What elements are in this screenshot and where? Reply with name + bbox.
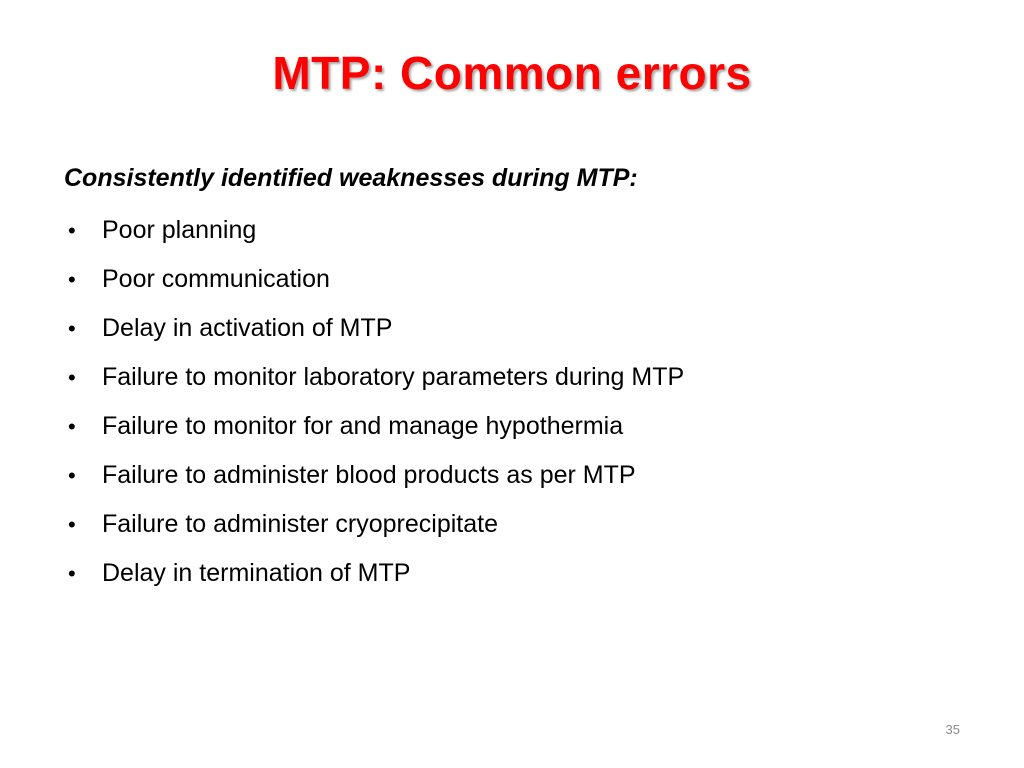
list-item — [64, 402, 684, 451]
list-item — [64, 353, 684, 402]
bullet-icon: • — [68, 512, 76, 537]
page-number: 35 — [945, 722, 960, 737]
list-item — [64, 451, 684, 500]
bullet-list — [64, 206, 684, 598]
list-item — [64, 500, 684, 549]
bullet-text: Delay in activation of MTP — [102, 314, 393, 342]
list-item — [64, 549, 684, 598]
list-item — [64, 304, 684, 353]
bullet-icon: • — [68, 414, 76, 439]
bullet-text: Failure to administer blood products as per MTP — [102, 461, 636, 489]
bullet-text: Delay in termination of MTP — [102, 559, 411, 587]
bullet-text: Failure to monitor for and manage hypothermia — [102, 412, 624, 440]
list-item — [64, 255, 684, 304]
bullet-icon: • — [68, 218, 76, 243]
bullet-icon: • — [68, 316, 76, 341]
bullet-text: Failure to administer cryoprecipitate — [102, 510, 498, 538]
bullet-text: Poor planning — [102, 216, 257, 244]
intro-text: Consistently identified weaknesses during MTP: — [64, 164, 638, 192]
bullet-text: Failure to monitor laboratory parameters during MTP — [102, 363, 685, 391]
bullet-icon: • — [68, 561, 76, 586]
bullet-icon: • — [68, 267, 76, 292]
bullet-icon: • — [68, 463, 76, 488]
list-item — [64, 206, 684, 255]
slide-title: MTP: Common errors — [272, 47, 752, 99]
bullet-icon: • — [68, 365, 76, 390]
bullet-text: Poor communication — [102, 265, 330, 293]
